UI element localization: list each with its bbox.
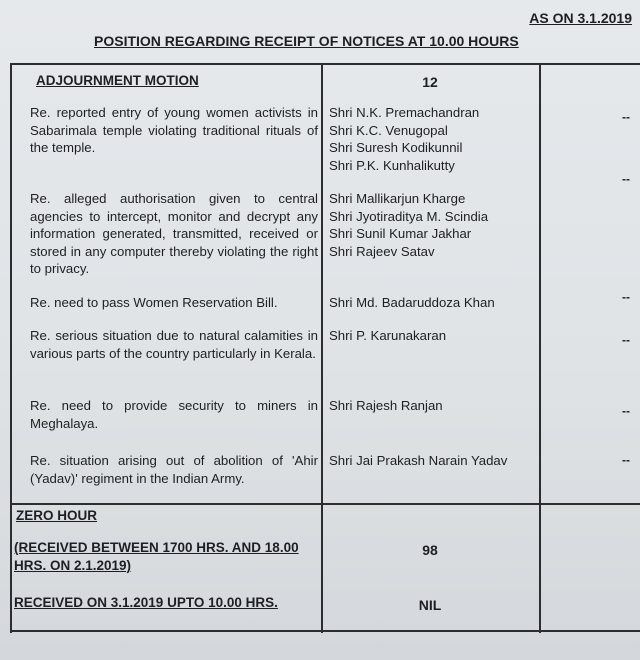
adjournment-count: 12 <box>422 74 438 90</box>
motion-subject-1: Re. reported entry of young women activists in Sabarimala temple violating traditional rituals of the temple. <box>30 105 318 155</box>
motion-status-5: -- <box>622 404 630 418</box>
adjournment-motion-label: ADJOURNMENT MOTION <box>36 73 199 88</box>
motion-members-5 <box>329 397 539 415</box>
motion-members-3 <box>329 294 539 312</box>
table-left-border <box>10 63 12 633</box>
motion-members-4 <box>329 327 539 345</box>
member-name: Shri Md. Badaruddoza Khan <box>329 295 495 310</box>
member-name: Shri Rajeev Satav <box>329 243 435 259</box>
zero-hour-label: ZERO HOUR <box>16 508 97 523</box>
received-between-count: 98 <box>422 542 438 558</box>
member-name: Shri Rajesh Ranjan <box>329 398 443 413</box>
motion-subject-3: Re. need to pass Women Reservation Bill. <box>30 295 278 310</box>
as-on-date: AS ON 3.1.2019 <box>529 10 632 26</box>
member-name: Shri Suresh Kodikunnil <box>329 140 463 155</box>
motion-status-4: -- <box>622 333 630 347</box>
motion-subject-4: Re. serious situation due to natural calamities in various parts of the country particularly in Kerala. <box>30 328 318 361</box>
motion-status-2: -- <box>622 172 630 186</box>
member-name: Shri N.K. Premachandran <box>329 105 480 120</box>
member-name: Shri P.K. Kunhalikutty <box>329 157 455 173</box>
motion-status-3: -- <box>622 290 630 304</box>
member-name: Shri P. Karunakaran <box>329 328 447 343</box>
member-name: Shri Sunil Kumar Jakhar <box>329 226 472 241</box>
member-name: Shri K.C. Venugopal <box>329 122 448 138</box>
motion-subject-6: Re. situation arising out of abolition of 'Ahir (Yadav)' regiment in the Indian Army. <box>30 453 318 486</box>
motion-status-1: -- <box>622 110 630 124</box>
table-top-border <box>10 63 640 65</box>
motion-subject-5: Re. need to provide security to miners in Meghalaya. <box>30 398 318 431</box>
motion-members-2 <box>329 190 539 260</box>
column-divider-2 <box>539 63 541 633</box>
section-divider <box>10 503 640 505</box>
received-between-label: (RECEIVED BETWEEN 1700 HRS. AND 18.00 HRS. ON 2.1.2019) <box>14 540 299 573</box>
page-title: POSITION REGARDING RECEIPT OF NOTICES AT 10.00 HOURS <box>94 33 519 49</box>
member-name: Shri Jai Prakash Narain Yadav <box>329 453 508 468</box>
received-on-label: RECEIVED ON 3.1.2019 UPTO 10.00 HRS. <box>14 595 278 610</box>
motion-members-1 <box>329 104 539 174</box>
motion-members-6 <box>329 452 539 470</box>
motion-status-6: -- <box>622 453 630 467</box>
table-bottom-border <box>10 630 640 632</box>
received-on-count: NIL <box>418 597 442 613</box>
member-name: Shri Mallikarjun Kharge <box>329 191 466 206</box>
member-name: Shri Jyotiraditya M. Scindia <box>329 208 489 224</box>
motion-subject-2: Re. alleged authorisation given to central agencies to intercept, monitor and decrypt any information generated, transmitted, received or stored in any computer thereby violating the right to privacy. <box>30 191 318 276</box>
